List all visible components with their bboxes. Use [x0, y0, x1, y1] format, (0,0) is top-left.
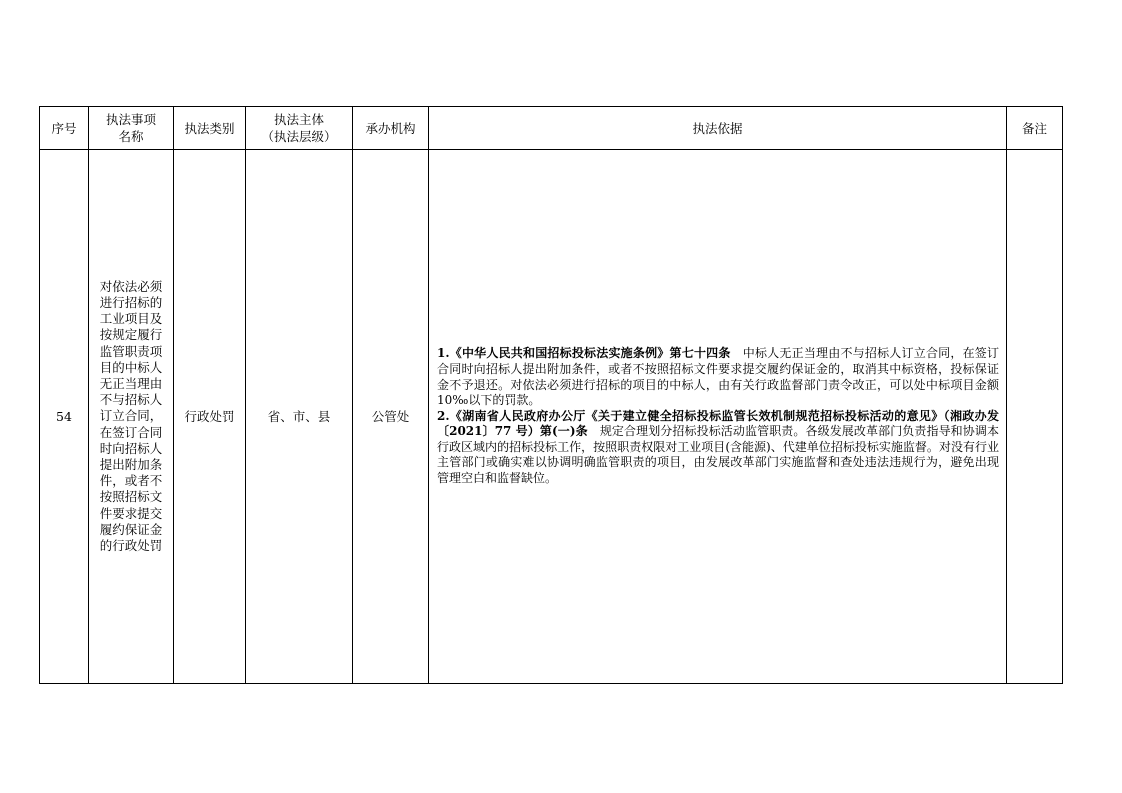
basis-2-title: 2.《湖南省人民政府办公厅《关于建立健全招标投标监管长效机制规范招标投标活动的意见》（湘政办发〔2021〕77 号）第(一)条	[437, 408, 999, 439]
table-row	[40, 150, 1063, 684]
cell-item-name	[89, 150, 174, 684]
basis-item-2	[437, 409, 999, 487]
cell-remarks	[1007, 150, 1063, 684]
header-seq: 序号	[40, 107, 89, 150]
header-item-name-line1: 执法事项	[105, 112, 156, 127]
basis-1-text: 中标人无正当理由不与招标人订立合同，在签订合同时向招标人提出附加条件，或者不按照招标文件要求提交履约保证金的，取消其中标资格，投标保证金不予退还。对依法必须进行招标的项目的中标人，由有关行政监督部门责令改正，可以处中标项目金额 10‰以下的罚款。	[437, 346, 999, 408]
header-subject-line2: （执法层级）	[261, 129, 337, 144]
item-name-text: 对依法必须进行招标的工业项目及按规定履行监管职责项目的中标人无正当理由不与招标人订立合同，在签订合同时向招标人提出附加条件，或者不按照招标文件要求提交履约保证金的行政处罚	[99, 278, 163, 554]
enforcement-items-table	[39, 106, 1063, 684]
basis-1-title: 1.《中华人民共和国招标投标法实施条例》第七十四条	[437, 346, 731, 361]
header-item-name	[89, 107, 174, 150]
cell-basis	[429, 150, 1007, 684]
header-subject	[246, 107, 353, 150]
cell-agency: 公管处	[353, 150, 429, 684]
header-remarks: 备注	[1007, 107, 1063, 150]
basis-item-1	[437, 346, 999, 408]
table-header-row	[40, 107, 1063, 150]
header-category: 执法类别	[174, 107, 246, 150]
header-item-name-line2: 名称	[118, 129, 144, 144]
header-agency: 承办机构	[353, 107, 429, 150]
header-basis: 执法依据	[429, 107, 1007, 150]
header-subject-line1: 执法主体	[273, 112, 324, 127]
basis-2-text: 规定合理划分招标投标活动监管职责。各级发展改革部门负责指导和协调本行政区域内的招标投标工作，按照职责权限对工业项目(含能源)、代建单位招标投标实施监督。对没有行业主管部门或确实难以协调明确监管职责的项目，由发展改革部门实施监督和查处违法违规行为，避免出现管理空白和监督缺位。	[437, 424, 999, 486]
cell-seq: 54	[40, 150, 89, 684]
cell-category: 行政处罚	[174, 150, 246, 684]
cell-level: 省、市、县	[246, 150, 353, 684]
